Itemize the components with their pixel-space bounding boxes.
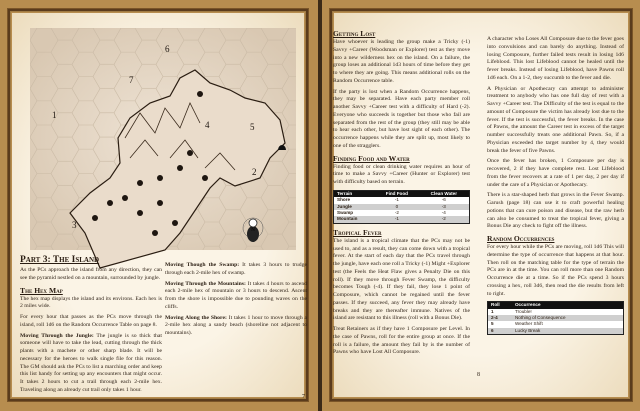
cell: 2-4 <box>491 315 498 321</box>
shore-text: It takes 1 hour to move through a 2-mile hex along a sandy beach (shoreline not adjacent to mountains). <box>165 314 307 336</box>
occurrence-table <box>487 301 624 335</box>
swamp-paragraph <box>165 262 307 278</box>
treatment-paragraph: A Physician or Apothecary can attempt to administer treatment to anybody who has one full day of rest with a Savvy +Career test. The Difficulty of the test is equal to the amount of Composure the victim has already lost due to the fever. If the test is successful, the fever breaks. In the case of Pawns, the amount the Career test in excess of the target number successfully treats one additional Pawn. So, if a Physician exceeded the target number by 4, they would break the fever of five Pawns. <box>487 85 624 154</box>
cell: Trouble! <box>512 309 624 315</box>
intro-paragraph: As the PCs approach the island from any direction, they can see the pyramid nestled on a mountain, surrounded by jungle. <box>20 267 162 281</box>
shore-lead: Moving Along the Shore: <box>165 314 227 321</box>
cell: -4 <box>419 210 470 216</box>
map-label-6: 6 <box>165 44 170 54</box>
island-hex-map <box>30 28 296 250</box>
header-clean-water: Clean Water <box>419 190 470 197</box>
cell: Swamp <box>337 209 354 215</box>
swamp-text: It takes 3 hours to trudge through each 2-mile hex of swamp. <box>165 262 307 276</box>
header-occurrence: Occurrence <box>512 302 624 309</box>
compass-n-label: N <box>251 228 255 233</box>
swamp-lead: Moving Though the Swamp: <box>165 262 240 268</box>
mountains-paragraph <box>165 281 307 312</box>
getting-lost-heading: Getting Lost <box>333 29 376 38</box>
shore-paragraph <box>165 315 307 338</box>
table-row <box>334 216 470 223</box>
cell: 6 <box>491 327 494 333</box>
cell: -2 <box>419 216 470 223</box>
cell: Nothing of Consequence <box>512 315 624 321</box>
page-number: 8 <box>477 372 480 378</box>
table-row <box>488 328 624 335</box>
random-paragraph: For every hour while the PCs are moving, roll 1d6 This will determine the type of occurrence that happens at that hour. Then roll on the matching table for the type of terrain the PCs are in at the time. You can roll more than one Random Occurrence die at a time. So if the PCs spend 3 hours crossing a hex, roll 3d6, then read the die results from left to right. <box>487 244 624 297</box>
cell: -1 <box>375 216 419 223</box>
map-label-2: 2 <box>252 167 257 177</box>
jungle-lead: Moving Through the Jungle: <box>20 332 94 339</box>
herb-paragraph: There is a star-shaped herb that grows in the Fever Swamp. Garush (page 18) can use it to craft powerful healing potions that can cure poison and disease, but the raw herb can also be consumed to treat the tropical fever, giving a Bonus Die any check to fight off the illness. <box>487 192 624 230</box>
map-label-5: 5 <box>250 122 255 132</box>
mountains-text: It takes 4 hours to ascend each 2-mile hex of mountain or 3 hours to descend. Ascent from the shore is impossible due to pounding waves on the cliffs. <box>165 280 308 310</box>
tropical-fever-heading: Tropical Fever <box>333 227 382 237</box>
cell: -3 <box>419 204 470 210</box>
hex-paragraph-1: The hex map displays the island and its environs. Each hex is 2 miles wide. <box>20 295 162 310</box>
cell: -6 <box>419 197 470 203</box>
part-title: Part 3: The Island <box>20 255 100 265</box>
header-roll: Roll <box>488 302 512 309</box>
left-page <box>0 0 318 411</box>
right-column-2 <box>487 36 624 339</box>
cell: 5 <box>491 321 494 327</box>
jungle-text: The jungle is so thick that someone will have to take the lead, cutting through the thick plants with a machete or other sharp blade. It will be necessary for the heroes to walk single file for this reason. The GM should ask the PCs to list a marching order and keep this list handy for setting up any encounters that might occur. It takes 2 hours to cut a trail through each 2-mile hex. Traveling along an already cut trail only takes 1 hour. <box>20 332 162 393</box>
map-label-4: 4 <box>205 120 210 130</box>
mountains-lead: Moving Through the Mountains: <box>165 280 246 287</box>
cell: Shore <box>337 197 351 203</box>
fever-paragraph-3: A character who Loses All Composure due to the fever goes into convulsions and can barely do anything. Instead of losing Composure, further failed tests result in losing 1d6 Lifeblood. This lost Lifeblood cannot be healed until the fever breaks. Instead of losing Lifeblood, have Pawns roll 1d6 each. On a 1-2, they succumb to the fever and die. <box>487 36 624 81</box>
cell: Lucky Break <box>512 328 624 335</box>
cell: Weather Shift <box>512 321 624 327</box>
terrain-table <box>333 190 470 224</box>
left-column-1 <box>20 255 162 393</box>
lost-paragraph-1: Have whoever is leading the group make a Tricky (-1) Savvy +Career (Woodsman or Explorer) test as they move into a new wilderness hex on the island. On a failure, the group loses an additional 1d3 hours of time before they get to where they are going. This means additional rolls on the Random Occurrence table. <box>333 39 470 84</box>
food-paragraph: Finding food or clean drinking water requires an hour of time to make a Savvy +Career (Hunter or Explorer) test with difficulty based on terrain. <box>333 163 470 185</box>
cell: -2 <box>375 210 419 216</box>
cell: -1 <box>375 197 419 203</box>
cell: Mountain <box>337 216 358 222</box>
map-label-7: 7 <box>129 75 134 85</box>
right-page <box>322 0 640 411</box>
page-number: 7 <box>302 394 305 400</box>
hex-paragraph-2: For every hour that passes as the PCs move through the island, roll 1d6 on the Random Occurrence Table on page 8. <box>20 314 162 328</box>
recovery-paragraph: Once the fever has broken, 1 Composure per day is recovered, 2 if they have complete rest. Lost Lifeblood from the fever recovers at a rate of 1 per day, 2 per day if under the care of a Physician or Apothecary. <box>487 158 624 188</box>
cell: 0 <box>375 204 419 210</box>
hex-map-heading: The Hex Map <box>20 285 63 295</box>
random-occurrences-heading: Random Occurrences <box>487 234 555 243</box>
fever-paragraph-1: The island is a tropical climate that the PCs may not be used to, and as a result, they can come down with a tropical fever. At the start of each day that the PCs travel through the jungle, have each one roll a Tricky (-1) Might +Explorer test (the Feels the Heat Flaw gives a Penalty Die on this roll). If they move through Fever Swamp, the difficulty becomes Tough (-4). If they fail, they lose 1 point of Composure, which cannot be regained until the fever passes. If they succeed, any fever they may already have breaks and they are thereafter immune. Natives of the island are resistant to this illness (roll with a Bonus Die). <box>333 237 470 322</box>
fever-paragraph-2: Treat Retainers as if they have 1 Composure per Level. In the case of Pawns, roll for the entire group at once. If the roll is a failure, the amount they fail by is the number of Pawns who have Lost All Composure. <box>333 326 470 356</box>
header-find-food: Find Food <box>375 190 419 197</box>
map-label-1: 1 <box>52 110 57 120</box>
left-column-2 <box>165 262 307 341</box>
lost-paragraph-2: If the party is lost when a Random Occurrence happens, they may be separated. Have each party member roll another Savvy +Career test with a difficulty of Hard (-2). Everyone who succeeds is together but those who fail are separated from the rest of the group (they still may be able to hear each other, but have lost sight of each other). The occurrence happens while they are split up, most likely to one of the stragglers. <box>333 88 470 149</box>
cell: Jungle <box>337 203 352 209</box>
food-water-heading: Finding Food and Water <box>333 153 410 163</box>
map-label-3: 3 <box>72 220 77 230</box>
jungle-paragraph <box>20 332 162 393</box>
cell: 1 <box>491 308 494 314</box>
header-terrain: Terrain <box>334 190 376 197</box>
right-column-1 <box>333 27 470 360</box>
